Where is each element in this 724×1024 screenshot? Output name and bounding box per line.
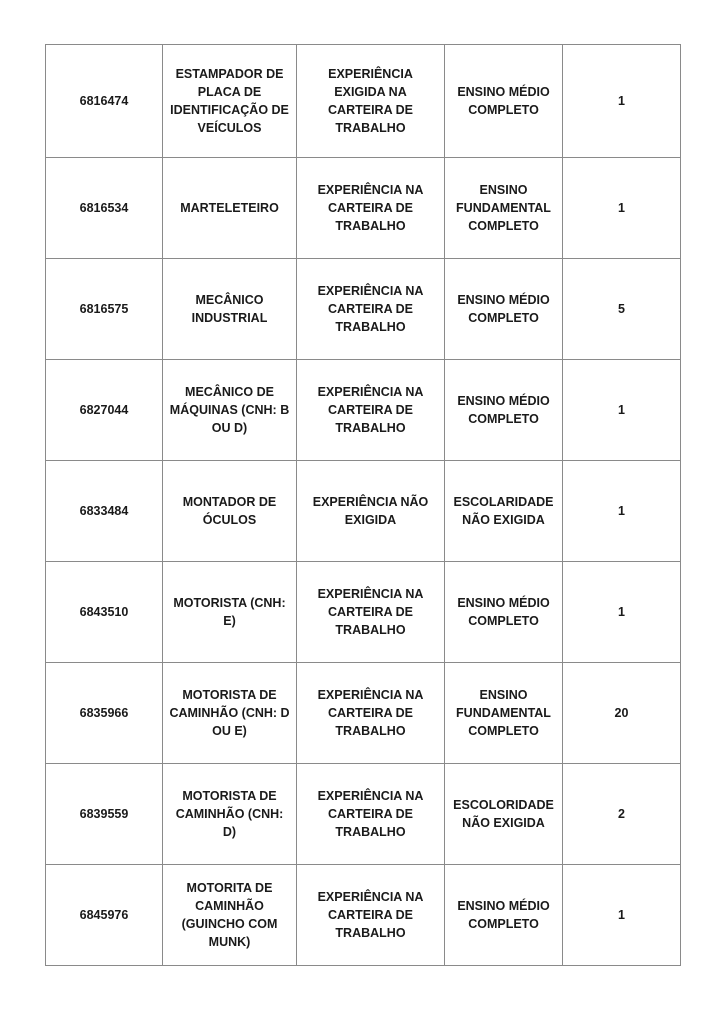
job-code-cell: 6835966 xyxy=(46,663,163,764)
table-row xyxy=(46,158,681,259)
table-row xyxy=(46,865,681,966)
job-education-cell: ENSINO MÉDIO COMPLETO xyxy=(445,45,563,158)
job-education-cell: ENSINO FUNDAMENTAL COMPLETO xyxy=(445,663,563,764)
table-row xyxy=(46,259,681,360)
job-role-cell: MOTORITA DE CAMINHÃO (GUINCHO COM MUNK) xyxy=(163,865,297,966)
job-education-cell: ENSINO MÉDIO COMPLETO xyxy=(445,865,563,966)
job-experience-cell: EXPERIÊNCIA NA CARTEIRA DE TRABALHO xyxy=(297,562,445,663)
job-education-cell: ENSINO MÉDIO COMPLETO xyxy=(445,562,563,663)
table-row xyxy=(46,461,681,562)
table-row xyxy=(46,360,681,461)
table-row xyxy=(46,562,681,663)
job-code-cell: 6816474 xyxy=(46,45,163,158)
job-experience-cell: EXPERIÊNCIA NA CARTEIRA DE TRABALHO xyxy=(297,764,445,865)
job-role-cell: MOTORISTA DE CAMINHÃO (CNH: D) xyxy=(163,764,297,865)
job-openings-cell: 1 xyxy=(563,45,681,158)
job-openings-table xyxy=(45,44,681,966)
job-code-cell: 6839559 xyxy=(46,764,163,865)
job-experience-cell: EXPERIÊNCIA EXIGIDA NA CARTEIRA DE TRABALHO xyxy=(297,45,445,158)
job-openings-cell: 1 xyxy=(563,360,681,461)
table-row xyxy=(46,764,681,865)
job-openings-cell: 20 xyxy=(563,663,681,764)
job-experience-cell: EXPERIÊNCIA NA CARTEIRA DE TRABALHO xyxy=(297,158,445,259)
job-experience-cell: EXPERIÊNCIA NA CARTEIRA DE TRABALHO xyxy=(297,360,445,461)
job-education-cell: ENSINO MÉDIO COMPLETO xyxy=(445,259,563,360)
job-education-cell: ENSINO MÉDIO COMPLETO xyxy=(445,360,563,461)
job-role-cell: MECÂNICO INDUSTRIAL xyxy=(163,259,297,360)
job-role-cell: MECÂNICO DE MÁQUINAS (CNH: B OU D) xyxy=(163,360,297,461)
job-openings-cell: 2 xyxy=(563,764,681,865)
job-openings-cell: 5 xyxy=(563,259,681,360)
table-row xyxy=(46,45,681,158)
job-experience-cell: EXPERIÊNCIA NA CARTEIRA DE TRABALHO xyxy=(297,663,445,764)
job-code-cell: 6845976 xyxy=(46,865,163,966)
job-code-cell: 6816575 xyxy=(46,259,163,360)
job-openings-cell: 1 xyxy=(563,461,681,562)
table-row xyxy=(46,663,681,764)
job-experience-cell: EXPERIÊNCIA NA CARTEIRA DE TRABALHO xyxy=(297,865,445,966)
job-code-cell: 6827044 xyxy=(46,360,163,461)
job-role-cell: MOTORISTA (CNH: E) xyxy=(163,562,297,663)
job-openings-cell: 1 xyxy=(563,158,681,259)
job-education-cell: ESCOLORIDADE NÃO EXIGIDA xyxy=(445,764,563,865)
job-code-cell: 6833484 xyxy=(46,461,163,562)
job-education-cell: ESCOLARIDADE NÃO EXIGIDA xyxy=(445,461,563,562)
job-code-cell: 6816534 xyxy=(46,158,163,259)
job-code-cell: 6843510 xyxy=(46,562,163,663)
job-role-cell: ESTAMPADOR DE PLACA DE IDENTIFICAÇÃO DE VEÍCULOS xyxy=(163,45,297,158)
job-openings-cell: 1 xyxy=(563,562,681,663)
job-experience-cell: EXPERIÊNCIA NÃO EXIGIDA xyxy=(297,461,445,562)
job-education-cell: ENSINO FUNDAMENTAL COMPLETO xyxy=(445,158,563,259)
job-openings-cell: 1 xyxy=(563,865,681,966)
job-role-cell: MOTORISTA DE CAMINHÃO (CNH: D OU E) xyxy=(163,663,297,764)
job-role-cell: MARTELETEIRO xyxy=(163,158,297,259)
job-role-cell: MONTADOR DE ÓCULOS xyxy=(163,461,297,562)
job-experience-cell: EXPERIÊNCIA NA CARTEIRA DE TRABALHO xyxy=(297,259,445,360)
